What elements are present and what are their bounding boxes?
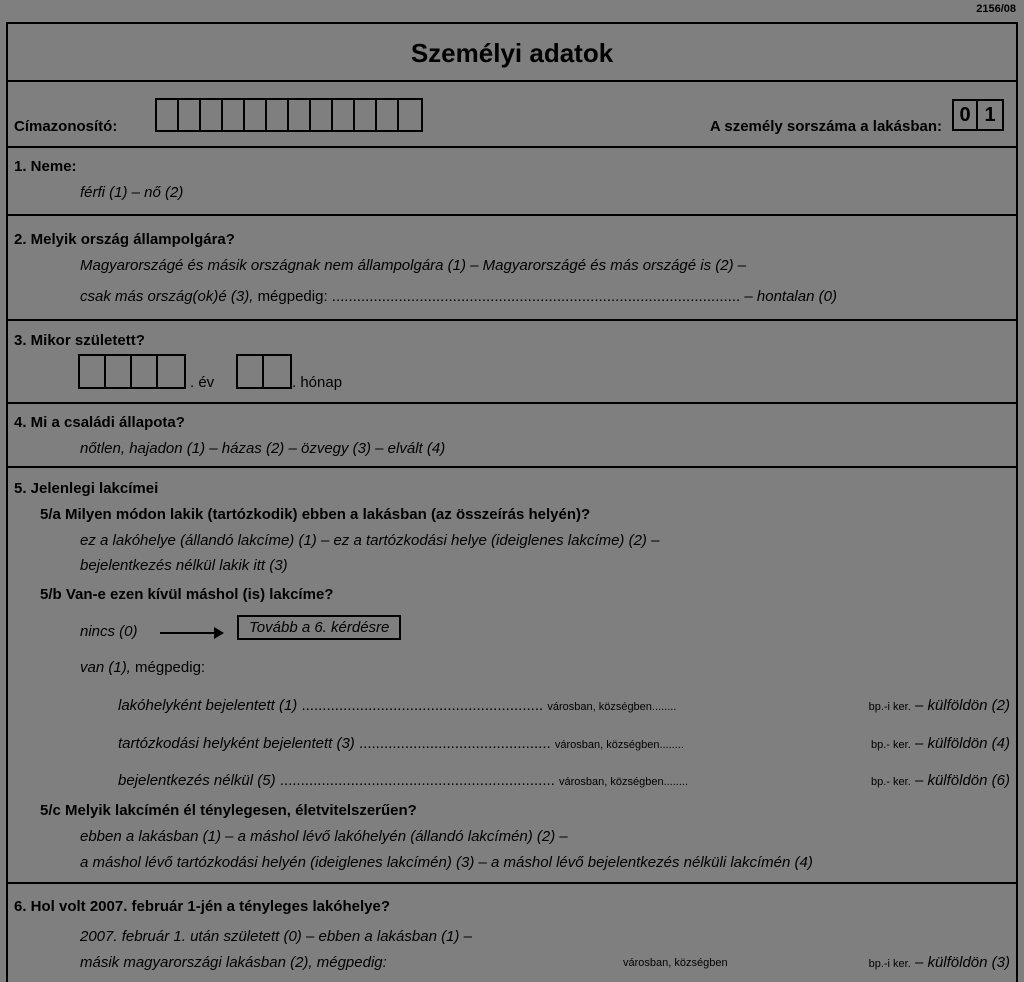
q4-question: 4. Mi a családi állapota? <box>14 414 185 431</box>
q5b-van-b: mégpedig: <box>135 659 206 676</box>
address-id-box[interactable] <box>157 100 179 130</box>
skip-instruction: Tovább a 6. kérdésre <box>237 615 401 640</box>
birth-year-box[interactable] <box>132 356 158 387</box>
address-id-box[interactable] <box>333 100 355 130</box>
address-row <box>118 697 676 714</box>
address-id-label: Címazonosító: <box>14 118 118 135</box>
address-row-abroad: – külföldön (4) <box>914 735 1010 752</box>
address-id-box[interactable] <box>179 100 201 130</box>
form-code: 2156/08 <box>976 3 1016 15</box>
address-row-right <box>869 697 1010 714</box>
address-row-right <box>871 735 1010 752</box>
q2-line2-c: – hontalan (0) <box>744 288 837 305</box>
person-serial-boxes <box>952 99 1004 131</box>
address-id-box[interactable] <box>201 100 223 130</box>
divider <box>6 146 1018 148</box>
q6-line2: másik magyarországi lakásban (2), mégpedig: <box>80 954 387 971</box>
address-row-bp: bp.-i ker. <box>868 701 911 713</box>
q2-question: 2. Melyik ország állampolgára? <box>14 231 235 248</box>
person-serial-digit: 0 <box>954 101 978 129</box>
page-title: Személyi adatok <box>410 38 614 68</box>
address-id-box[interactable] <box>289 100 311 130</box>
address-row-place: városban, községben........ <box>554 739 684 751</box>
person-serial-digit: 1 <box>984 104 996 126</box>
divider <box>6 882 1018 884</box>
q5a-line1: ez a lakóhelye (állandó lakcíme) (1) – ez a tartózkodási helye (ideiglenes lakcíme) (2) – <box>80 532 660 549</box>
birth-year-box[interactable] <box>80 356 106 387</box>
address-row-abroad: – külföldön (2) <box>914 697 1010 714</box>
divider <box>6 214 1018 216</box>
address-row-bp: bp.- ker. <box>871 739 911 751</box>
q5b-nincs: nincs (0) <box>80 623 138 640</box>
address-row-abroad: – külföldön (6) <box>914 772 1010 789</box>
address-row-label: tartózkodási helyként bejelentett (3) <box>118 735 355 752</box>
q2-line2-b: mégpedig: <box>257 288 328 305</box>
address-id-box[interactable] <box>223 100 245 130</box>
q5a-question: 5/a Milyen módon lakik (tartózkodik) ebben a lakásban (az összeírás helyén)? <box>40 506 591 523</box>
address-row <box>118 735 684 752</box>
address-id-box[interactable] <box>399 100 421 130</box>
address-row-dots[interactable]: .............................................. <box>358 735 551 752</box>
q5a-line2: bejelentkezés nélkül lakik itt (3) <box>80 557 288 574</box>
q6-line2-bp: bp.-i ker. <box>868 958 911 970</box>
address-row-label: lakóhelyként bejelentett (1) <box>118 697 298 714</box>
q5b-van <box>80 659 205 676</box>
address-id-box[interactable] <box>245 100 267 130</box>
q5c-line1: ebben a lakásban (1) – a máshol lévő lakóhelyén (állandó lakcímén) (2) – <box>80 828 568 845</box>
address-row-dots[interactable]: .......................................................... <box>301 697 544 714</box>
q3-question: 3. Mikor született? <box>14 332 145 349</box>
birth-year-boxes[interactable] <box>78 354 186 389</box>
address-row-place: városban, községben........ <box>559 776 689 788</box>
q6-question: 6. Hol volt 2007. február 1-jén a tényleges lakóhelye? <box>14 898 390 915</box>
year-label: . év <box>190 374 215 391</box>
person-serial-label: A személy sorszáma a lakásban: <box>709 118 942 135</box>
address-row-right <box>871 772 1010 789</box>
divider <box>6 466 1018 468</box>
arrow-icon <box>160 632 222 634</box>
q6-line1: 2007. február 1. után született (0) – ebben a lakásban (1) – <box>80 928 472 945</box>
q2-line2-a: csak más ország(ok)é (3), <box>80 288 254 305</box>
q2-line2 <box>80 288 837 305</box>
birth-month-box[interactable] <box>238 356 264 387</box>
q5b-question: 5/b Van-e ezen kívül máshol (is) lakcíme? <box>40 586 334 603</box>
q5c-question: 5/c Melyik lakcímén él ténylegesen, életvitelszerűen? <box>40 802 417 819</box>
address-row-dots[interactable]: .................................................................. <box>279 772 555 789</box>
q6-line2-right <box>869 954 1010 971</box>
address-id-box[interactable] <box>267 100 289 130</box>
address-row-label: bejelentkezés nélkül (5) <box>118 772 276 789</box>
q1-question: 1. Neme: <box>14 158 77 175</box>
q5b-van-a: van (1), <box>80 659 131 676</box>
birth-month-box[interactable] <box>264 356 290 387</box>
q5c-line2: a máshol lévő tartózkodási helyén (ideiglenes lakcímén) (3) – a máshol lévő bejelentkezés nélküli lakcímén (4) <box>80 854 813 871</box>
divider <box>6 80 1018 82</box>
q1-options: férfi (1) – nő (2) <box>80 184 184 201</box>
address-id-boxes[interactable] <box>155 98 423 132</box>
address-row-bp: bp.- ker. <box>871 776 911 788</box>
address-row <box>118 772 688 789</box>
address-id-box[interactable] <box>355 100 377 130</box>
q6-line2-abroad: – külföldön (3) <box>914 954 1010 971</box>
q2-line1: Magyarországé és másik országnak nem állampolgára (1) – Magyarországé és más országé is (2) – <box>80 257 747 274</box>
divider <box>6 402 1018 404</box>
q6-line2-place: városban, községben <box>623 957 728 969</box>
q5-question: 5. Jelenlegi lakcímei <box>14 480 159 497</box>
month-label: . hónap <box>292 374 343 391</box>
divider <box>6 319 1018 321</box>
address-row-place: városban, községben........ <box>547 701 677 713</box>
birth-year-box[interactable] <box>106 356 132 387</box>
q2-line2-dots[interactable]: .................................................................................................. <box>331 288 741 305</box>
address-id-box[interactable] <box>377 100 399 130</box>
address-id-box[interactable] <box>311 100 333 130</box>
birth-month-boxes[interactable] <box>236 354 292 389</box>
q4-options: nőtlen, hajadon (1) – házas (2) – özvegy (3) – elvált (4) <box>80 440 446 457</box>
birth-year-box[interactable] <box>158 356 184 387</box>
